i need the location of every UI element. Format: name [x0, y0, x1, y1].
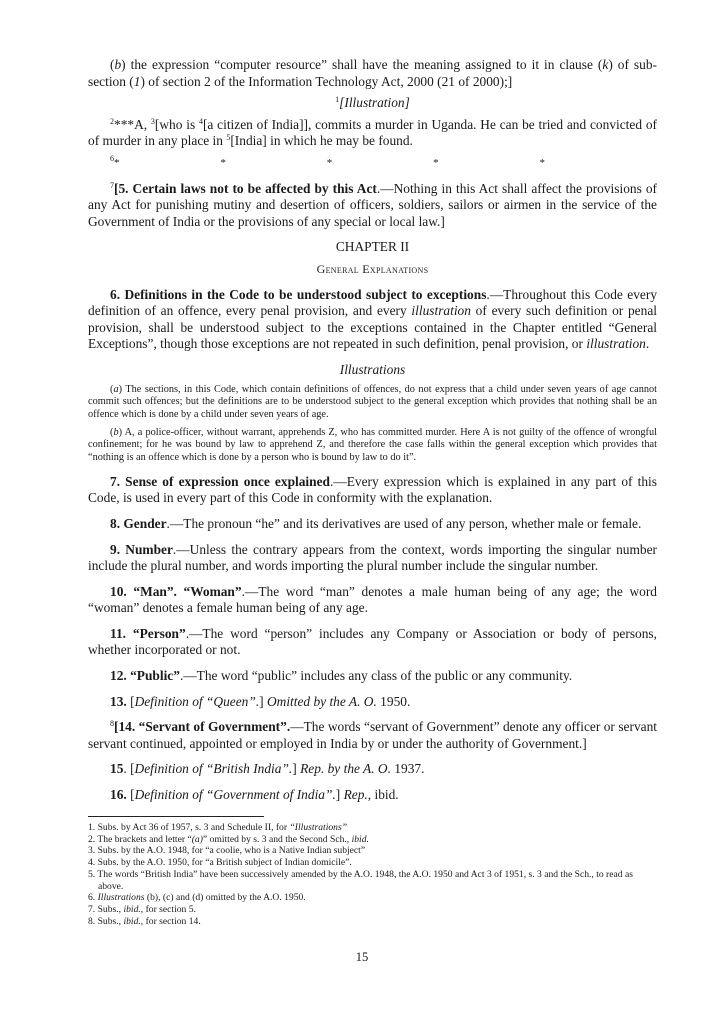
footnote-marker[interactable]: 7	[110, 180, 114, 190]
body-text	[88, 57, 657, 804]
footnote-marker[interactable]: 1	[335, 95, 340, 105]
section-14: $^8$[14. “Servant of Government”.—The words “servant of Government” denote any officer or servant servant continued, appointed or employed in India by or under the authority of Government.]	[88, 719, 657, 751]
section-heading: 7. Sense of expression once explained	[110, 473, 330, 489]
omission-stars: $^6$* * * * *	[110, 153, 545, 169]
section-heading: [14. “Servant of Government”.	[114, 719, 291, 735]
section-12: 12. “Public”.—The word “public” includes any class of the public or any community.	[110, 668, 573, 684]
section-10: 10. “Man”. “Woman”.—The word “man” denotes a male human being of any age; the word “woman” denotes a female human being of any age.	[88, 583, 657, 616]
section-16: 16. [Definition of “Government of India”.] Rep., ibid.	[110, 787, 399, 803]
footnote-2: 2. The brackets and letter “(a)” omitted by s. 3 and the Second Sch., ibid.	[88, 833, 369, 845]
section-heading: 9. Number	[110, 541, 173, 557]
section-heading: 11. “Person”	[110, 625, 186, 641]
section-11: 11. “Person”.—The word “person” includes any Company or Association or body of persons, whether incorporated or not.	[88, 625, 657, 658]
footnote-marker[interactable]: 2	[110, 116, 114, 126]
illustration-a: (a) The sections, in this Code, which contain definitions of offences, do not express that a child under seven years of age cannot commit such offences; but the definitions are to be understood subject to the general exception which provides that nothing shall be an offence which is done by a child under seven years of age.	[88, 383, 657, 420]
footnote-marker[interactable]: 4	[198, 116, 203, 126]
section-6: 6. Definitions in the Code to be understood subject to exceptions.—Throughout this Code every definition of an offence, every penal provision, and every illustration of every such definition or penal provision, shall be understood subject to the exceptions contained in the Chapter entitled “General Exceptions”, though those exceptions are not repeated in such definition, penal provision, or illustration.	[88, 286, 658, 352]
section-heading: 8. Gender	[110, 515, 167, 531]
section-13: 13. [Definition of “Queen”.] Omitted by the A. O. 1950.	[110, 693, 411, 709]
chapter-title: CHAPTER II	[335, 239, 410, 255]
illustrations-title: Illustrations	[339, 361, 406, 377]
illustration-text: $^2$***A, $^3$[who is $^4$[a citizen of India]], commits a murder in Uganda. He can be tried and convicted of of murder in any place in $^5$[India] in which he may be found.	[88, 116, 657, 149]
clause-b: (b) the expression “computer resource” shall have the meaning assigned to it in clause (k) of sub-section (1) of section 2 of the Information Technology Act, 2000 (21 of 2000);]	[88, 57, 657, 89]
section-9: 9. Number.—Unless the contrary appears from the context, words importing the singular number include the plural number, and words importing the plural number include the singular number.	[88, 541, 657, 574]
section-heading: 13.	[110, 693, 127, 709]
section-heading: 6. Definitions in the Code to be understood subject to exceptions	[110, 286, 487, 302]
illustration-title: $^1$[Illustration]	[335, 95, 410, 111]
illustration-b: (b) A, a police-officer, without warrant, apprehends Z, who has committed murder. Here A is not guilty of the offence of wrongful confinement; for he was bound by law to apprehend Z, and therefore the case falls within the general exception which provides that “nothing is an offence which is done by a person who is bound by law to do it”.	[88, 426, 657, 464]
section-8: 8. Gender.—The pronoun “he” and its derivatives are used of any person, whether male or female.	[110, 515, 642, 531]
footnote-3: 3. Subs. by the A.O. 1948, for “a coolie, who is a Native Indian subject”	[88, 845, 366, 857]
section-heading: 15	[110, 761, 124, 777]
page-number: 15	[355, 950, 369, 964]
footnotes	[88, 822, 657, 927]
footnote-marker[interactable]: 3	[150, 116, 155, 126]
chapter-subtitle: General Explanations	[316, 261, 429, 276]
footnote-1: 1. Subs. by Act 36 of 1957, s. 3 and Schedule II, for “Illustrations”	[88, 822, 348, 833]
footnote-divider	[88, 816, 264, 817]
footnote-8: 8. Subs., ibid., for section 14.	[88, 915, 201, 927]
footnote-marker[interactable]: 5	[226, 133, 231, 143]
section-15: 15. [Definition of “British India”.] Rep. by the A. O. 1937.	[110, 761, 425, 777]
footnote-marker[interactable]: 6	[110, 153, 114, 163]
section-heading: 16.	[110, 787, 127, 803]
section-heading: 10. “Man”. “Woman”	[110, 583, 242, 599]
section-5: $^7$[5. Certain laws not to be affected by this Act.—Nothing in this Act shall affect the provisions of any Act for punishing mutiny and desertion of officers, soldiers, sailors or airmen in the service of the Government of India or the provisions of any special or local law.]	[88, 180, 657, 229]
footnote-6: 6. Illustrations (b), (c) and (d) omitted by the A.O. 1950.	[88, 892, 306, 904]
section-7: 7. Sense of expression once explained.—Every expression which is explained in any part of this Code, is used in every part of this Code in conformity with the explanation.	[88, 473, 657, 506]
footnote-7: 7. Subs., ibid., for section 5.	[88, 903, 196, 915]
section-heading: [5. Certain laws not to be affected by this Act	[114, 180, 377, 196]
footnote-marker[interactable]: 8	[110, 719, 114, 729]
footnote-5: 5. The words “British India” have been successively amended by the A.O. 1948, the A.O. 1950 and Act 3 of 1951, s. 3 and the Sch., to read as above.	[88, 868, 633, 892]
footnote-4: 4. Subs. by the A.O. 1950, for “a British subject of Indian domicile”.	[88, 857, 352, 869]
section-heading: 12. “Public”	[110, 668, 180, 684]
